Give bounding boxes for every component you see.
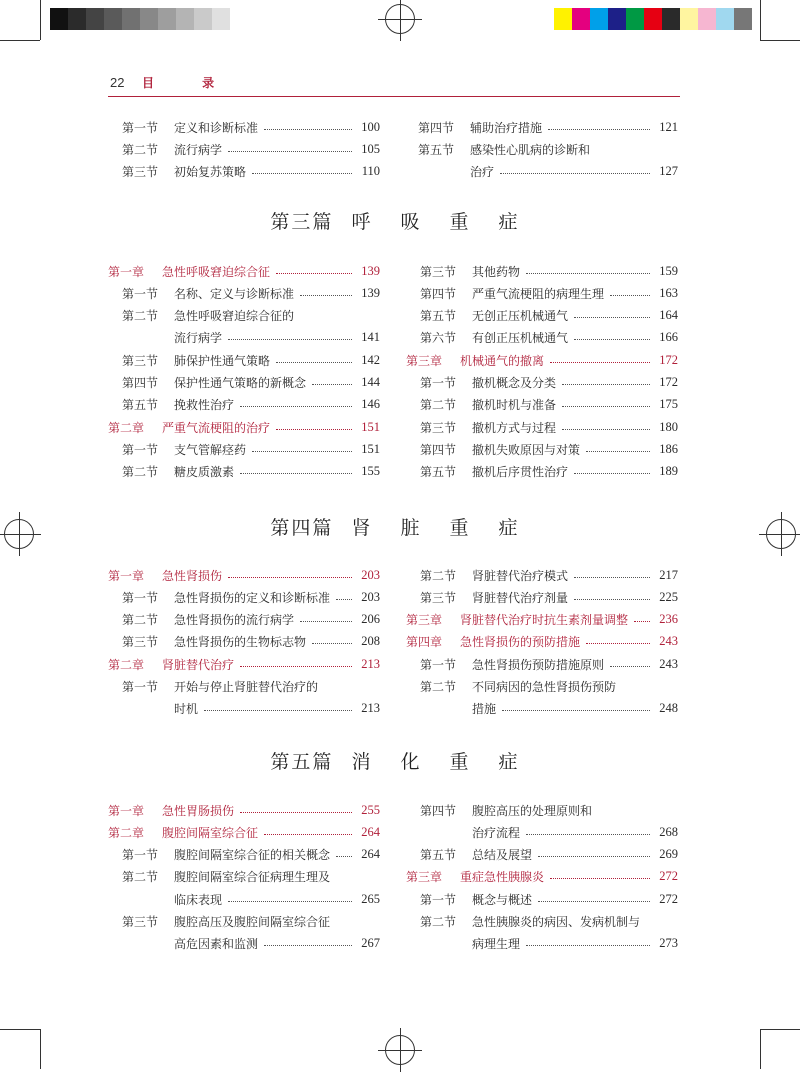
toc-entry-number: 第二节 [122,870,159,885]
toc-entry-page: 268 [659,824,678,839]
dot-leader [538,856,650,857]
gray-swatch [176,8,194,30]
gray-swatch [212,8,230,30]
gray-swatch [68,8,86,30]
dot-leader [228,577,352,578]
color-swatch [716,8,734,30]
toc-entry-title: 肾脏替代治疗模式 [472,568,569,583]
toc-entry-page: 141 [361,330,380,345]
dot-leader [276,273,352,274]
toc-entry-title: 肺保护性通气策略 [174,353,271,368]
toc-entry-number: 第六节 [420,331,457,346]
dot-leader [548,129,650,130]
color-swatch [698,8,716,30]
dot-leader [574,317,650,318]
crop-mark [760,0,761,40]
toc-entry-title: 急性肾损伤的预防措施 [460,635,581,650]
toc-entry-number: 第三节 [122,915,159,929]
toc-entry-number: 第二节 [420,915,457,929]
toc-section-entry[interactable] [122,305,380,327]
toc-entry-page: 272 [659,869,678,884]
dot-leader [264,945,352,946]
toc-entry-title: 急性肾损伤的流行病学 [174,613,295,628]
toc-entry-number: 第三节 [122,165,159,180]
toc-entry-title: 肾脏替代治疗时抗生素剂量调整 [460,613,629,628]
toc-entry-title: 撤机后序贯性治疗 [472,465,569,480]
toc-section-entry[interactable] [122,911,380,933]
toc-entry-title: 不同病因的急性肾损伤预防 [472,680,617,694]
toc-entry-title: 治疗流程 [472,825,521,840]
dot-leader [502,710,650,711]
toc-entry-page: 159 [659,263,678,278]
toc-section-entry[interactable] [122,461,380,483]
dot-leader [240,473,352,474]
toc-section-entry[interactable] [420,844,678,866]
toc-entry-number: 第二节 [420,680,457,694]
toc-entry-page: 186 [659,441,678,456]
toc-section-entry[interactable] [122,116,380,138]
toc-section-entry[interactable] [420,799,678,821]
toc-section-entry[interactable] [420,305,678,327]
toc-chapter-entry[interactable] [406,349,678,371]
crop-mark [40,1029,41,1069]
toc-section-entry[interactable] [420,653,678,675]
toc-entry-page: 151 [361,441,380,456]
toc-entry-title: 名称、定义与诊断标准 [174,286,295,301]
toc-section-entry[interactable] [420,933,678,955]
toc-entry-title: 机械通气的撤离 [460,353,545,368]
dot-leader [562,429,650,430]
toc-entry-page: 213 [361,656,380,671]
dot-leader [228,151,352,152]
toc-entry-number: 第二节 [420,568,457,583]
dot-leader [538,901,650,902]
toc-entry-page: 164 [659,308,678,323]
dot-leader [586,451,650,452]
toc-entry-number: 第三节 [420,590,457,605]
toc-entry-page: 236 [659,612,678,627]
toc-entry-title: 肾脏替代治疗 [162,657,235,672]
toc-entry-page: 151 [361,419,380,434]
dot-leader [336,599,352,600]
toc-entry-page: 121 [659,119,678,134]
toc-section-entry[interactable] [420,416,678,438]
toc-entry-page: 243 [659,656,678,671]
toc-entry-number: 第四节 [420,803,457,818]
dot-leader [252,173,352,174]
toc-entry-number: 第二章 [108,825,145,840]
toc-entry-title: 急性肾损伤的定义和诊断标准 [174,590,331,605]
toc-entry-number: 第三章 [406,870,443,885]
grayscale-calibration-bar [50,8,230,30]
toc-entry-number: 第二章 [108,657,145,672]
toc-entry-title: 急性呼吸窘迫综合征的 [174,309,295,324]
toc-entry-title: 撤机概念及分类 [472,376,557,390]
toc-entry-page: 264 [361,824,380,839]
toc-entry-number: 第二章 [108,420,145,435]
gray-swatch [194,8,212,30]
gray-swatch [50,8,68,30]
toc-entry-number: 第二节 [420,398,457,413]
gray-swatch [122,8,140,30]
toc-entry-page: 243 [659,634,678,649]
toc-entry-page: 100 [361,119,380,134]
toc-entry-page: 175 [659,397,678,412]
toc-entry-title: 撤机失败原因与对策 [472,442,581,457]
toc-entry-number: 第一节 [122,442,159,457]
toc-section-entry[interactable] [418,116,678,138]
toc-entry-number: 第四节 [420,442,457,457]
toc-section-entry[interactable] [122,888,380,910]
dot-leader [550,362,650,363]
toc-entry-page: 172 [659,352,678,367]
part-name: 肾 脏 重 症 [351,517,530,539]
registration-mark-top [385,4,415,34]
toc-entry-title: 开始与停止肾脏替代治疗的 [174,680,319,694]
toc-entry-title: 挽救性治疗 [174,398,235,413]
toc-entry-number: 第一节 [122,848,159,863]
toc-entry-page: 189 [659,464,678,479]
toc-section-entry[interactable] [420,260,678,282]
dot-leader [228,339,352,340]
toc-section-entry[interactable] [420,911,678,933]
toc-entry-number: 第一节 [122,590,159,605]
toc-entry-number: 第一节 [122,680,159,694]
dot-leader [562,406,650,407]
dot-leader [300,621,352,622]
toc-entry-title: 重症急性胰腺炎 [460,870,545,885]
gray-swatch [158,8,176,30]
part-label: 第四篇 [270,517,334,539]
toc-entry-number: 第四章 [406,635,443,650]
toc-entry-title: 定义和诊断标准 [174,120,259,135]
toc-entry-page: 163 [659,285,678,300]
toc-chapter-entry[interactable] [108,416,380,438]
dot-leader [574,473,650,474]
part-label: 第三篇 [270,211,334,233]
dot-leader [228,901,352,902]
toc-section-entry[interactable] [122,866,380,888]
dot-leader [526,273,650,274]
toc-section-entry[interactable] [122,161,380,183]
dot-leader [634,621,650,622]
toc-entry-title: 腹腔间隔室综合征病理生理及 [174,870,331,885]
toc-entry-page: 203 [361,567,380,582]
toc-entry-title: 保护性通气策略的新概念 [174,376,307,390]
toc-chapter-entry[interactable] [108,564,380,586]
toc-section-entry[interactable] [122,844,380,866]
dot-leader [610,295,650,296]
toc-section-entry[interactable] [122,372,380,394]
crop-mark [0,1029,40,1030]
toc-entry-title: 急性肾损伤的生物标志物 [174,635,307,650]
toc-section-entry[interactable] [420,461,678,483]
gray-swatch [86,8,104,30]
toc-entry-number: 第二节 [122,142,159,157]
toc-entry-number: 第五节 [122,398,159,413]
dot-leader [610,666,650,667]
toc-section-entry[interactable] [122,282,380,304]
toc-section-entry[interactable] [122,394,380,416]
part-name: 消 化 重 症 [351,751,530,773]
toc-entry-title: 病理生理 [472,937,521,952]
color-calibration-bar [554,8,752,30]
toc-entry-title: 临床表现 [174,892,223,907]
toc-entry-title: 严重气流梗阻的病理生理 [472,286,605,301]
color-swatch [734,8,752,30]
toc-entry-page: 172 [659,375,678,389]
toc-entry-number: 第一章 [108,264,145,279]
toc-entry-title: 流行病学 [174,331,223,346]
toc-entry-number: 第四节 [420,286,457,301]
toc-entry-page: 267 [361,936,380,951]
dot-leader [500,173,650,174]
toc-section-entry[interactable] [418,161,678,183]
toc-entry-number: 第一节 [122,120,159,135]
dot-leader [204,710,352,711]
dot-leader [312,384,352,385]
toc-section-entry[interactable] [420,438,678,460]
part-heading-4 [0,513,800,540]
toc-section-entry[interactable] [420,282,678,304]
toc-entry-number: 第三章 [406,613,443,628]
toc-entry-title: 腹腔高压的处理原则和 [472,803,593,818]
toc-section-entry[interactable] [122,327,380,349]
crop-mark [0,40,40,41]
dot-leader [276,429,352,430]
crop-mark [760,1029,761,1069]
toc-section-entry[interactable] [420,821,678,843]
toc-entry-title: 急性呼吸窘迫综合征 [162,264,271,279]
toc-section-entry[interactable] [420,564,678,586]
crop-mark [760,40,800,41]
toc-entry-title: 支气管解痉药 [174,442,247,457]
dot-leader [574,599,650,600]
toc-entry-number: 第三节 [420,264,457,279]
toc-entry-title: 急性肾损伤预防措施原则 [472,657,605,672]
toc-entry-page: 217 [659,567,678,582]
toc-entry-number: 第一节 [420,657,457,672]
dot-leader [240,812,352,813]
toc-entry-page: 255 [361,802,380,817]
toc-entry-title: 严重气流梗阻的治疗 [162,420,271,435]
toc-entry-title: 无创正压机械通气 [472,309,569,324]
color-swatch [554,8,572,30]
toc-entry-title: 腹腔间隔室综合征 [162,825,259,840]
toc-section-entry[interactable] [418,138,678,160]
toc-entry-title: 辅助治疗措施 [470,120,543,135]
toc-entry-page: 264 [361,847,380,862]
dot-leader [526,945,650,946]
toc-entry-page: 105 [361,141,380,156]
dot-leader [526,834,650,835]
toc-entry-page: 225 [659,589,678,604]
dot-leader [240,666,352,667]
toc-section-entry[interactable] [122,586,380,608]
toc-chapter-entry[interactable] [108,653,380,675]
toc-entry-page: 248 [659,701,678,716]
part-name: 呼 吸 重 症 [351,211,530,233]
dot-leader [264,834,352,835]
toc-entry-title: 概念与概述 [472,892,533,907]
toc-entry-page: 155 [361,464,380,479]
toc-entry-title: 腹腔间隔室综合征的相关概念 [174,848,331,863]
toc-chapter-entry[interactable] [108,799,380,821]
registration-mark-bottom [385,1035,415,1065]
toc-section-entry[interactable] [420,394,678,416]
toc-section-entry[interactable] [420,372,678,394]
toc-entry-title: 急性胃肠损伤 [162,803,235,818]
toc-entry-title: 措施 [472,702,497,717]
color-swatch [644,8,662,30]
color-swatch [608,8,626,30]
toc-entry-page: 144 [361,375,380,389]
toc-entry-page: 208 [361,634,380,649]
dot-leader [574,339,650,340]
toc-entry-title: 急性胰腺炎的病因、发病机制与 [472,915,641,929]
toc-section-entry[interactable] [122,609,380,631]
toc-entry-title: 总结及展望 [472,848,533,863]
toc-entry-number: 第一节 [122,286,159,301]
toc-entry-page: 146 [361,397,380,412]
toc-entry-title: 流行病学 [174,142,223,157]
toc-section-entry[interactable] [122,349,380,371]
dot-leader [240,406,352,407]
toc-chapter-entry[interactable] [406,631,678,653]
toc-entry-page: 166 [659,330,678,345]
color-swatch [680,8,698,30]
toc-entry-title: 糖皮质激素 [174,465,235,480]
toc-section-entry[interactable] [122,631,380,653]
toc-entry-page: 127 [659,164,678,179]
toc-entry-page: 272 [659,891,678,906]
toc-entry-page: 269 [659,847,678,862]
toc-entry-number: 第三节 [122,353,159,368]
crop-mark [760,1029,800,1030]
toc-entry-number: 第二节 [122,465,159,480]
toc-section-entry[interactable] [122,138,380,160]
toc-chapter-entry[interactable] [406,609,678,631]
toc-section-entry[interactable] [420,586,678,608]
toc-entry-number: 第五节 [420,309,457,324]
toc-entry-number: 第一章 [108,568,145,583]
toc-entry-title: 高危因素和监测 [174,937,259,952]
toc-entry-page: 139 [361,285,380,300]
toc-entry-page: 139 [361,263,380,278]
color-swatch [572,8,590,30]
dot-leader [562,384,650,385]
toc-entry-number: 第四节 [418,120,455,135]
toc-entry-number: 第五节 [420,848,457,863]
toc-section-entry[interactable] [122,698,380,720]
toc-section-entry[interactable] [420,327,678,349]
toc-entry-number: 第一章 [108,803,145,818]
toc-entry-page: 142 [361,352,380,367]
toc-section-entry[interactable] [420,698,678,720]
toc-entry-number: 第三节 [122,635,159,650]
toc-entry-page: 180 [659,419,678,434]
dot-leader [264,129,352,130]
toc-entry-title: 有创正压机械通气 [472,331,569,346]
toc-entry-number: 第二节 [122,613,159,628]
toc-chapter-entry[interactable] [108,821,380,843]
dot-leader [336,856,352,857]
toc-entry-number: 第三章 [406,353,443,368]
toc-chapter-entry[interactable] [406,866,678,888]
toc-section-entry[interactable] [122,438,380,460]
color-swatch [626,8,644,30]
part-heading-3 [0,207,800,234]
page-number: 22 [110,75,125,90]
toc-entry-number: 第三节 [420,420,457,435]
toc-entry-title: 初始复苏策略 [174,165,247,180]
toc-entry-title: 肾脏替代治疗剂量 [472,590,569,605]
header-rule [108,96,680,97]
toc-entry-title: 时机 [174,702,199,717]
toc-entry-page: 203 [361,589,380,604]
toc-entry-title: 治疗 [470,165,495,180]
part-heading-5 [0,747,800,774]
dot-leader [300,295,352,296]
toc-entry-number: 第一节 [420,892,457,907]
part-label: 第五篇 [270,751,334,773]
dot-leader [276,362,352,363]
toc-entry-title: 感染性心肌病的诊断和 [470,142,591,157]
dot-leader [574,577,650,578]
toc-chapter-entry[interactable] [108,260,380,282]
dot-leader [550,878,650,879]
color-swatch [662,8,680,30]
toc-entry-page: 206 [361,612,380,627]
toc-entry-page: 110 [361,164,380,179]
dot-leader [312,643,352,644]
toc-section-entry[interactable] [122,676,380,698]
toc-entry-title: 撤机时机与准备 [472,398,557,413]
toc-entry-number: 第二节 [122,309,159,324]
toc-entry-title: 撤机方式与过程 [472,420,557,435]
toc-entry-number: 第四节 [122,376,159,390]
gray-swatch [140,8,158,30]
toc-entry-title: 腹腔高压及腹腔间隔室综合征 [174,915,331,929]
toc-entry-number: 第一节 [420,376,457,390]
toc-section-entry[interactable] [122,933,380,955]
toc-section-entry[interactable] [420,676,678,698]
toc-entry-page: 273 [659,936,678,951]
toc-entry-page: 213 [361,701,380,716]
gray-swatch [104,8,122,30]
dot-leader [252,451,352,452]
toc-section-entry[interactable] [420,888,678,910]
toc-entry-number: 第五节 [418,142,455,157]
color-swatch [590,8,608,30]
toc-entry-title: 急性肾损伤 [162,568,223,583]
dot-leader [586,643,650,644]
toc-entry-number: 第五节 [420,465,457,480]
toc-entry-title: 其他药物 [472,264,521,279]
running-header-title: 目 录 [142,76,237,90]
crop-mark [40,0,41,40]
toc-entry-page: 265 [361,891,380,906]
